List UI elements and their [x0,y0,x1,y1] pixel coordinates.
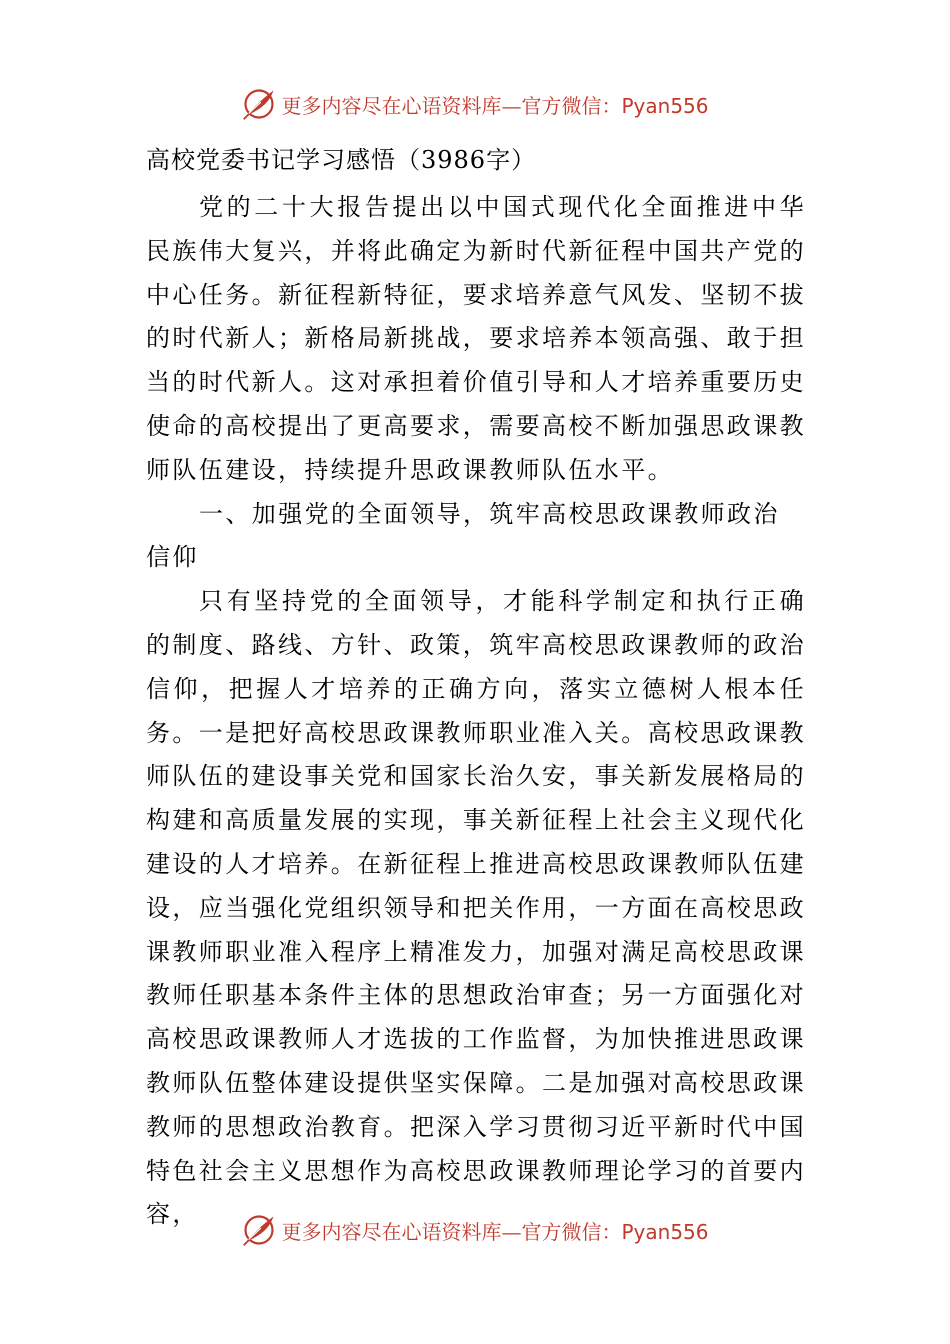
section-1-paragraph: 只有坚持党的全面领导，才能科学制定和执行正确的制度、路线、方针、政策，筑牢高校思政课教师的政治信仰，把握人才培养的正确方向，落实立德树人根本任务。一是把好高校思政课教师职业准入关。高校思政课教师队伍的建设事关党和国家长治久安，事关新发展格局的构建和高质量发展的实现，事关新征程上社会主义现代化建设的人才培养。在新征程上推进高校思政课教师队伍建设，应当强化党组织领导和把关作用，一方面在高校思政课教师职业准入程序上精准发力，加强对满足高校思政课教师任职基本条件主体的思想政治审查；另一方面强化对高校思政课教师人才选拔的工作监督，为加快推进思政课教师队伍整体建设提供坚实保障。二是加强对高校思政课教师的思想政治教育。把深入学习贯彻习近平新时代中国特色社会主义思想作为高校思政课教师理论学习的首要内容， [146,587,806,1229]
header-wechat-handle: Pyan556 [621,93,709,118]
intro-paragraph: 党的二十大报告提出以中国式现代化全面推进中华民族伟大复兴，并将此确定为新时代新征程中国共产党的中心任务。新征程新特征，要求培养意气风发、坚韧不拔的时代新人；新格局新挑战，要求培养本领高强、敢于担当的时代新人。这对承担着价值引导和人才培养重要历史使命的高校提出了更高要求，需要高校不断加强思政课教师队伍建设，持续提升思政课教师队伍水平。 [146,193,806,484]
footer-wechat-handle: Pyan556 [621,1219,709,1244]
header-slogan: 更多内容尽在心语资料库—官方微信： [281,93,622,118]
section-1-heading: 一、加强党的全面领导，筑牢高校思政课教师政治信仰 [146,499,780,572]
header-banner [0,84,950,124]
footer-banner [0,1210,950,1250]
quill-pen-logo-icon [241,1212,277,1248]
header-banner-text [281,90,708,119]
quill-pen-logo-icon [241,86,277,122]
document-title: 高校党委书记学习感悟（3986字） [146,146,537,174]
document-body [146,140,806,1237]
footer-slogan: 更多内容尽在心语资料库—官方微信： [281,1219,622,1244]
footer-banner-text [281,1216,708,1245]
